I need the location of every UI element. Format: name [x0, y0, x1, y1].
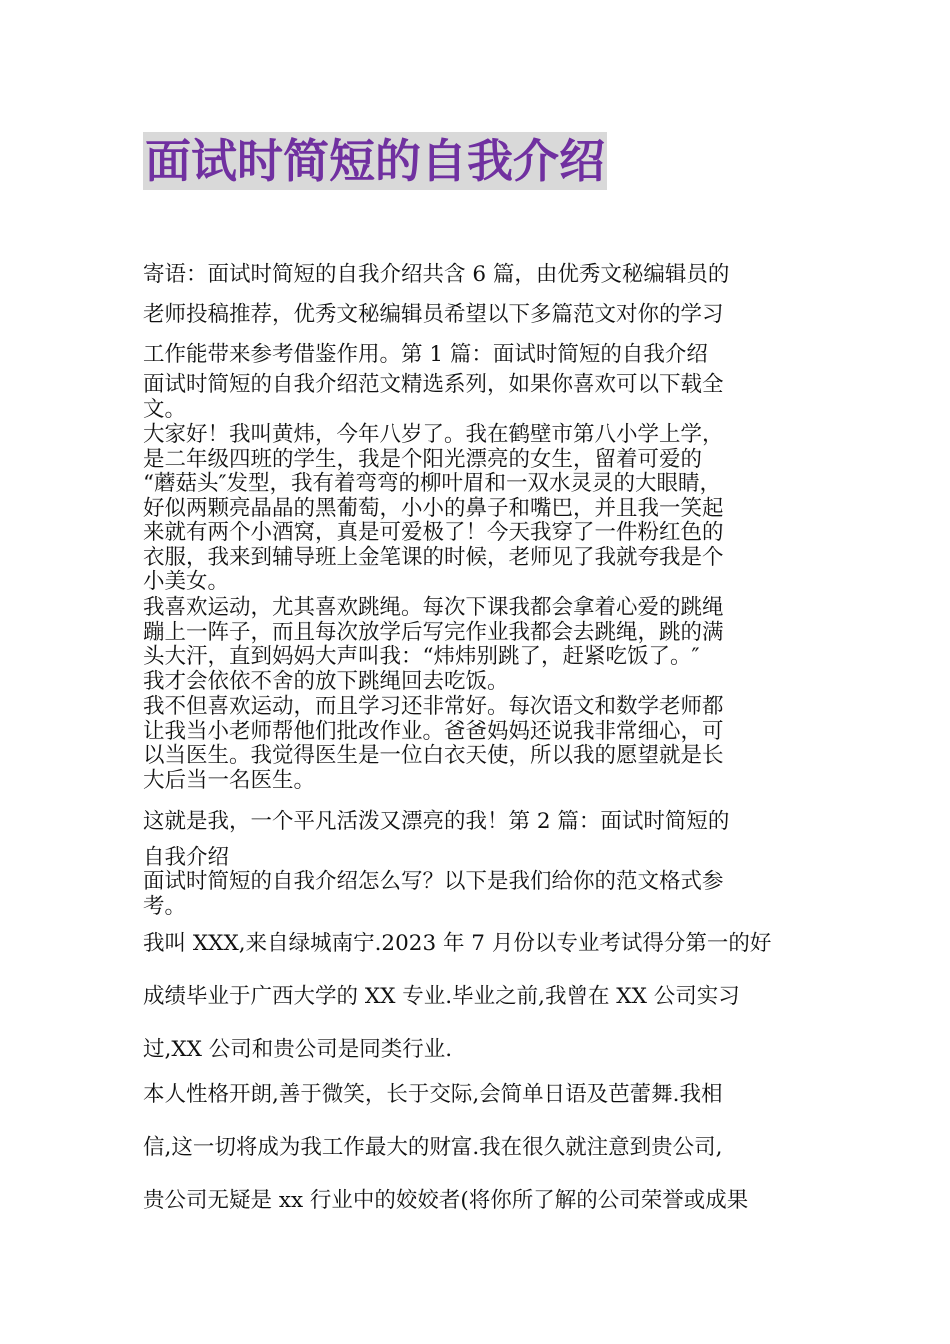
text-line: 过,XX 公司和贵公司是同类行业.	[143, 1037, 453, 1062]
text-line: 小美女。	[143, 569, 230, 594]
text-line: 成绩毕业于广西大学的 XX 专业.毕业之前,我曾在 XX 公司实习	[143, 984, 740, 1009]
text-line: 我喜欢运动，尤其喜欢跳绳。每次下课我都会拿着心爱的跳绳	[143, 595, 724, 620]
text-line: 面试时简短的自我介绍范文精选系列，如果你喜欢可以下载全	[143, 372, 724, 397]
paragraph-4	[143, 695, 823, 793]
text-line: 好似两颗亮晶晶的黑葡萄，小小的鼻子和嘴巴，并且我一笑起	[143, 495, 724, 521]
text-line: 大后当一名医生。	[143, 767, 316, 793]
text-line: 本人性格开朗,善于微笑，长于交际,会简单日语及芭蕾舞.我相	[143, 1082, 723, 1107]
text-line: 大家好！我叫黄炜，今年八岁了。我在鹤壁市第八小学上学，	[143, 422, 724, 447]
paragraph-2	[143, 423, 823, 595]
text-line: 衣服，我来到辅导班上金笔课的时候，老师见了我就夸我是个	[143, 544, 724, 570]
paragraph-7	[143, 917, 823, 1076]
paragraph-5	[143, 804, 823, 876]
text-line: 面试时简短的自我介绍怎么写？以下是我们给你的范文格式参	[143, 869, 724, 894]
paragraph-3	[143, 596, 823, 694]
text-line: 我不但喜欢运动，而且学习还非常好。每次语文和数学老师都	[143, 694, 724, 719]
paragraph-6	[143, 870, 823, 919]
text-line: 来就有两个小酒窝，真是可爱极了！今天我穿了一件粉红色的	[143, 520, 724, 545]
text-line: 信,这一切将成为我工作最大的财富.我在很久就注意到贵公司,	[143, 1135, 723, 1160]
text-line: 让我当小老师帮他们批改作业。爸爸妈妈还说我非常细心，可	[143, 718, 724, 744]
text-line: 我才会依依不舍的放下跳绳回去吃饭。	[143, 668, 509, 694]
text-line: 头大汗，直到妈妈大声叫我：“炜炜别跳了，赶紧吃饭了。″	[143, 644, 700, 669]
paragraph-intro	[143, 255, 823, 375]
text-line: 这就是我，一个平凡活泼又漂亮的我！第 2 篇：面试时简短的	[143, 809, 730, 834]
text-line: 自我介绍	[143, 845, 230, 870]
text-line: 蹦上一阵子，而且每次放学后写完作业我都会去跳绳，跳的满	[143, 619, 724, 645]
text-line: 我叫 XXX,来自绿城南宁.2023 年 7 月份以专业考试得分第一的好	[143, 931, 772, 956]
paragraph-8	[143, 1068, 823, 1227]
text-line: 老师投稿推荐，优秀文秘编辑员希望以下多篇范文对你的学习	[143, 302, 724, 327]
text-line: 是二年级四班的学生，我是个阳光漂亮的女生，留着可爱的	[143, 446, 703, 472]
text-line: 寄语：面试时简短的自我介绍共含 6 篇，由优秀文秘编辑员的	[143, 262, 730, 287]
text-line: 文。	[143, 396, 187, 422]
text-line: 工作能带来参考借鉴作用。第 1 篇：面试时简短的自我介绍	[143, 342, 708, 367]
document-title: 面试时简短的自我介绍	[145, 134, 605, 188]
text-line: 以当医生。我觉得医生是一位白衣天使，所以我的愿望就是长	[143, 743, 724, 768]
paragraph-1	[143, 373, 823, 422]
text-line: “蘑菇头″发型，我有着弯弯的柳叶眉和一双水灵灵的大眼睛，	[143, 471, 722, 496]
text-line: 考。	[143, 893, 187, 919]
text-line: 贵公司无疑是 xx 行业中的姣姣者(将你所了解的公司荣誉或成果	[143, 1188, 749, 1213]
